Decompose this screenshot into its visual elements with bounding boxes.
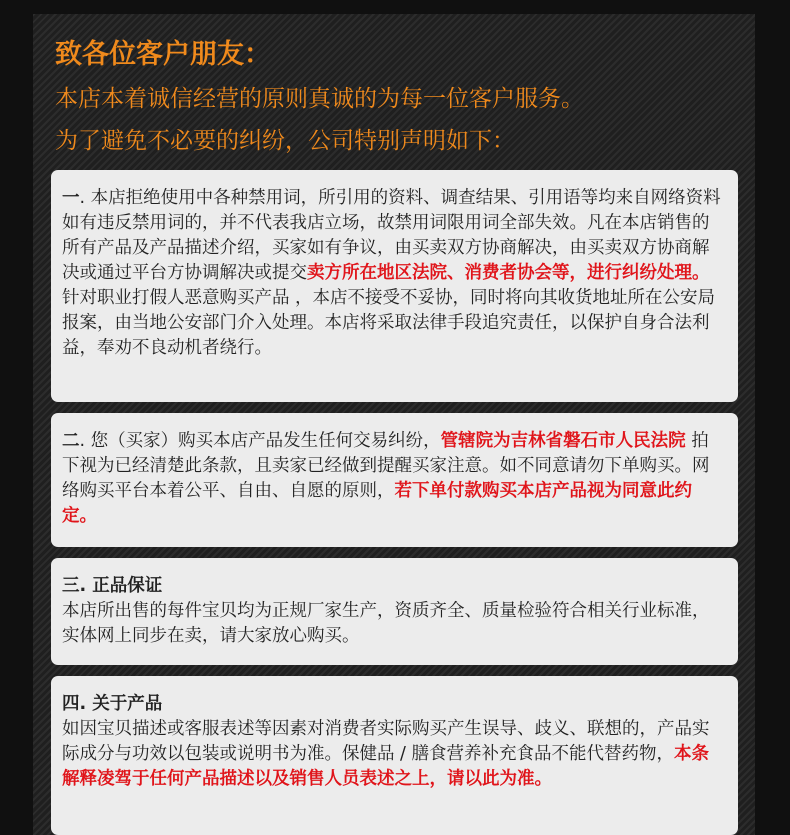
clause-heading [62, 574, 726, 599]
clause-title: . 关于产品 [79, 694, 163, 714]
clause-highlight: 本条解释凌驾于任何产品描述以及销售人员表述之上，请以此为准。 [62, 744, 710, 789]
notice-title: 致各位客户朋友： [55, 39, 271, 70]
clause-card-3 [51, 558, 738, 665]
clause-body [62, 717, 726, 792]
clause-text: 拍下视为已经清楚此条款，且卖家已经做到提醒买家注意。如不同意请勿下单购买。网络购买平台本着公平、自由、自愿的原则， [62, 431, 710, 501]
clause-highlight: 管辖院为吉林省磐石市人民法院 [440, 431, 686, 451]
clause-text: 本店所出售的每件宝贝均为正规厂家生产，资质齐全、质量检验符合相关行业标准，实体网上同步在卖，请大家放心购买。 [62, 601, 710, 646]
clause-heading [62, 692, 726, 717]
clause-text: . 本店拒绝使用中各种禁用词，所引用的资料、调查结果、引用语等均来自网络资料如有违反禁用词的，并不代表我店立场，故禁用词限用词全部失效。凡在本店销售的所有产品及产品描述介绍，买家如有争议，由买卖双方协商解决，由买卖双方协商解决或通过平台方协调解决或提交 [62, 188, 721, 283]
clause-highlight: 若下单付款购买本店产品视为同意此约定。 [62, 481, 692, 526]
clause-text: 如因宝贝描述或客服表述等因素对消费者实际购买产生误导、歧义、联想的，产品实际成分与功效以包装或说明书为准。保健品 / 膳食营养补充食品不能代替药物， [62, 719, 710, 764]
clause-card-4 [51, 676, 738, 835]
clause-highlight: 卖方所在地区法院、消费者协会等，进行纠纷处理。 [307, 263, 710, 283]
clause-text: 针对职业打假人恶意购买产品 ，本店不接受不妥协，同时将向其收货地址所在公安局报案，由当地公安部门介入处理。本店将采取法律手段追究责任，以保护自身合法利益，奉劝不良动机者绕行。 [62, 288, 716, 358]
clause-card-1 [51, 170, 738, 402]
clause-number: 一 [62, 188, 80, 208]
intro-line-2: 为了避免不必要的纠纷，公司特别声明如下： [55, 128, 515, 154]
clause-number: 二 [62, 431, 80, 451]
clause-text: . 您（买家）购买本店产品发生任何交易纠纷， [79, 431, 441, 451]
clause-card-2 [51, 413, 738, 547]
clause-number: 三 [62, 576, 80, 596]
notice-panel [33, 14, 755, 835]
intro-line-1: 本店本着诚信经营的原则真诚的为每一位客户服务。 [55, 86, 584, 112]
clause-title: . 正品保证 [79, 576, 163, 596]
clause-number: 四 [62, 694, 80, 714]
